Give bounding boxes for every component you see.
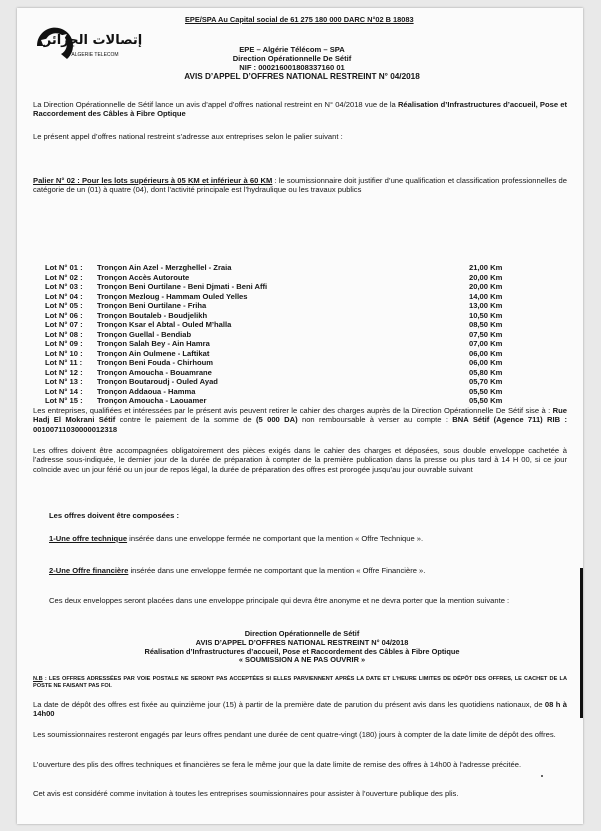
notice-title: AVIS D’APPEL D’OFFRES NATIONAL RESTREINT N° 04/2018 — [184, 72, 420, 81]
lot-no: Lot N° 09 : — [45, 339, 83, 348]
lot-no: Lot N° 03 : — [45, 282, 83, 291]
lot-row — [45, 339, 565, 349]
lot-row — [45, 282, 565, 292]
lot-km: 05,70 Km — [469, 377, 503, 386]
lots-list — [45, 263, 565, 406]
lot-no: Lot N° 02 : — [45, 272, 83, 282]
lot-km: 10,50 Km — [469, 310, 503, 320]
lot-row — [45, 273, 565, 283]
lot-km: 06,00 Km — [469, 348, 503, 358]
lot-km: 21,00 Km — [469, 263, 503, 272]
lot-no: Lot N° 06 : — [45, 310, 83, 320]
lot-row — [45, 311, 565, 321]
issuer-block — [167, 45, 417, 72]
lot-km: 05,50 Km — [469, 396, 503, 405]
palier-text: : le soumissionnaire doit justifier d’une qualification et classification professionnelles de catégorie de un (01) à quatre (04), dont l’activité principale est l’hydraulique ou les travaux publics — [33, 176, 567, 195]
lot-km: 14,00 Km — [469, 291, 503, 301]
lot-row — [45, 320, 565, 330]
lot-km: 05,50 Km — [469, 386, 503, 396]
lot-name: Tronçon Ksar el Abtal - Ouled M’halla — [97, 320, 232, 329]
lot-no: Lot N° 13 : — [45, 377, 83, 386]
scope-paragraph: Le présent appel d’offres national restreint s’adresse aux entreprises selon le palier suivant : — [33, 132, 343, 141]
nif-number: NIF : 000216001808337160 01 — [239, 63, 345, 72]
lot-no: Lot N° 12 : — [45, 367, 83, 377]
palier-paragraph — [33, 176, 567, 195]
offre-financiere-item — [49, 566, 565, 575]
lot-name: Tronçon Salah Bey - Ain Hamra — [97, 339, 210, 348]
lot-name: Tronçon Boutaleb - Boudjelikh — [97, 310, 208, 320]
offre-financiere-label: 2-Une Offre financière — [49, 566, 129, 575]
lot-km: 13,00 Km — [469, 301, 503, 310]
lot-no: Lot N° 10 : — [45, 348, 83, 358]
invitation-paragraph: Cet avis est considéré comme invitation à toutes les entreprises soumissionnaires pour assister à l’ouverture publique des plis. — [33, 789, 459, 798]
envelope-mention — [87, 630, 517, 665]
lot-row — [45, 358, 565, 368]
depot-hours: 08 h à 14h00 — [33, 700, 567, 719]
cahier-text: Les entreprises, qualifiées et intéressées par le présent avis peuvent retirer le cahier des charges auprès de la Direction Opérationnelle De Sétif sise à : — [33, 406, 553, 415]
project-title: Réalisation d’Infrastructures d’accueil, Pose et Raccordement des Câbles à Fibre Optique — [33, 100, 567, 119]
lot-no: Lot N° 01 : — [45, 263, 83, 272]
lot-name: Tronçon Ain Azel - Merzghellel - Zraia — [97, 263, 232, 272]
envelope-paragraph: Ces deux enveloppes seront placées dans une enveloppe principale qui devra être anonyme et ne devra porter que la mention suivante : — [49, 596, 510, 605]
lot-km: 05,80 Km — [469, 367, 503, 377]
cahier-text-2: contre le paiement de la somme de — [115, 415, 256, 425]
lot-name: Tronçon Beni Ourtilane - Friha — [97, 301, 207, 310]
lot-no: Lot N° 04 : — [45, 291, 83, 301]
lot-km: 06,00 Km — [469, 358, 503, 367]
direction-name: Direction Opérationnelle De Sétif — [232, 54, 352, 63]
lot-row — [45, 301, 565, 311]
cahier-text-3: non remboursable à verser au compte : — [297, 415, 453, 425]
lot-km: 20,00 Km — [469, 272, 503, 282]
lot-no: Lot N° 11 : — [45, 358, 83, 367]
lot-row — [45, 368, 565, 378]
lot-row — [45, 263, 565, 273]
engagement-paragraph: Les soumissionnaires resteront engagés par leurs offres pendant une durée de cent quatre-vingt (180) jours à compter de la date limite de dépôt des offres. — [33, 730, 556, 739]
intro-paragraph — [33, 100, 567, 119]
lot-name: Tronçon Beni Ourtilane - Beni Djmati - Beni Affi — [97, 282, 268, 291]
mention-line-4: « SOUMISSION A NE PAS OUVRIR » — [238, 655, 366, 665]
tender-notice-page — [17, 8, 583, 824]
lot-row — [45, 377, 565, 387]
ink-dot — [541, 775, 543, 777]
lot-row — [45, 292, 565, 302]
lot-no: Lot N° 08 : — [45, 329, 83, 339]
mention-line-2: AVIS D’APPEL D’OFFRES NATIONAL RESTREINT N° 04/2018 — [195, 637, 409, 647]
lot-name: Tronçon Accès Autoroute — [97, 272, 190, 282]
nb-text: : LES OFFRES ADRESSÉES PAR VOIE POSTALE NE SERONT PAS ACCEPTÉES SI ELLES PARVIENNENT APRÈS LA DATE ET L’HEURE LIMITES DE DÉPÔT DES OFFRES, LE CACHET DE LA POSTE NE FAISANT PAS FOI. — [33, 676, 567, 689]
nb-label: N.B — [33, 676, 43, 682]
cahier-address: Rue Hadj El Mokrani Sétif — [33, 406, 567, 425]
logo-latin-text: ALGERIE TELECOM — [71, 52, 119, 58]
cahier-paragraph — [33, 406, 567, 434]
lot-name: Tronçon Addaoua - Hamma — [97, 386, 196, 396]
intro-text: La Direction Opérationnelle de Sétif lance un avis d’appel d’offres national restreint en N° 04/2018 vue de la — [33, 100, 398, 109]
bank-account: BNA Sétif (Agence 711) RIB : 00100711030000012318 — [33, 415, 568, 434]
composees-title: Les offres doivent être composées : — [49, 511, 179, 520]
lot-km: 08,50 Km — [469, 320, 503, 329]
offre-technique-text: insérée dans une enveloppe fermée ne comportant que la mention « Offre Technique ». — [127, 534, 424, 543]
lot-name: Tronçon Ain Oulmene - Laftikat — [97, 348, 210, 358]
lot-name: Tronçon Beni Fouda - Chirhoum — [97, 358, 214, 367]
ouverture-paragraph: L’ouverture des plis des offres techniques et financières se fera le même jour que la date limite de remise des offres à 14h00 à l’adresse précitée. — [33, 760, 522, 769]
offre-financiere-text: insérée dans une enveloppe fermée ne comportant que la mention « Offre Financière ». — [128, 566, 426, 575]
logo-arabic-text: إتصالات الجزائر — [43, 33, 143, 48]
lot-name: Tronçon Amoucha - Laouamer — [97, 396, 207, 405]
lot-km: 07,50 Km — [469, 329, 503, 339]
depot-paragraph — [33, 700, 567, 719]
lot-name: Tronçon Boutaroudj - Ouled Ayad — [97, 377, 218, 386]
lot-no: Lot N° 05 : — [45, 301, 83, 310]
lot-km: 20,00 Km — [469, 282, 503, 291]
lot-km: 07,00 Km — [469, 339, 503, 348]
scan-edge — [580, 568, 583, 718]
lot-name: Tronçon Amoucha - Bouamrane — [97, 367, 212, 377]
lot-no: Lot N° 15 : — [45, 396, 83, 405]
lot-row — [45, 349, 565, 359]
legal-header-line: EPE/SPA Au Capital social de 61 275 180 000 DARC N°02 B 18083 — [185, 15, 414, 24]
mention-line-1: Direction Opérationnelle de Sétif — [244, 629, 360, 638]
lot-no: Lot N° 07 : — [45, 320, 83, 329]
offres-paragraph: Les offres doivent être accompagnées obligatoirement des pièces exigés dans le cahier des charges et déposées, sous double enveloppe cachetée à l’adresse sous-indiquée, le dernier jour de la durée de préparation à compter de la première publication dans la presse ou plus tard à 14 H 00, si ce jour coïncide avec un jour férié ou un jour de repos légal, la durée de préparation des offres est prorogée jusqu’au jour ouvrable suivant — [33, 446, 567, 474]
cahier-amount: (5 000 DA) — [256, 415, 298, 425]
palier-label: Palier N° 02 : Pour les lots supérieurs à 05 KM et inférieur à 60 KM — [33, 176, 273, 185]
mention-line-3: Réalisation d’Infrastructures d’accueil, Pose et Raccordement des Câbles à Fibre Optique — [144, 646, 460, 656]
lot-name: Tronçon Mezloug - Hammam Ouled Yelles — [97, 291, 248, 301]
lot-row — [45, 387, 565, 397]
company-name: EPE – Algérie Télécom – SPA — [239, 45, 345, 54]
lot-no: Lot N° 14 : — [45, 386, 83, 396]
nb-notice — [33, 676, 567, 690]
offre-technique-label: 1-Une offre technique — [49, 534, 128, 543]
lot-row — [45, 330, 565, 340]
offre-technique-item — [49, 534, 565, 543]
depot-text: La date de dépôt des offres est fixée au quinzième jour (15) à partir de la première date de parution du présent avis dans les quotidiens nationaux, de — [33, 700, 545, 709]
algerie-telecom-logo — [31, 16, 151, 76]
lot-row — [45, 396, 565, 406]
lot-name: Tronçon Guellal - Bendiab — [97, 329, 192, 339]
